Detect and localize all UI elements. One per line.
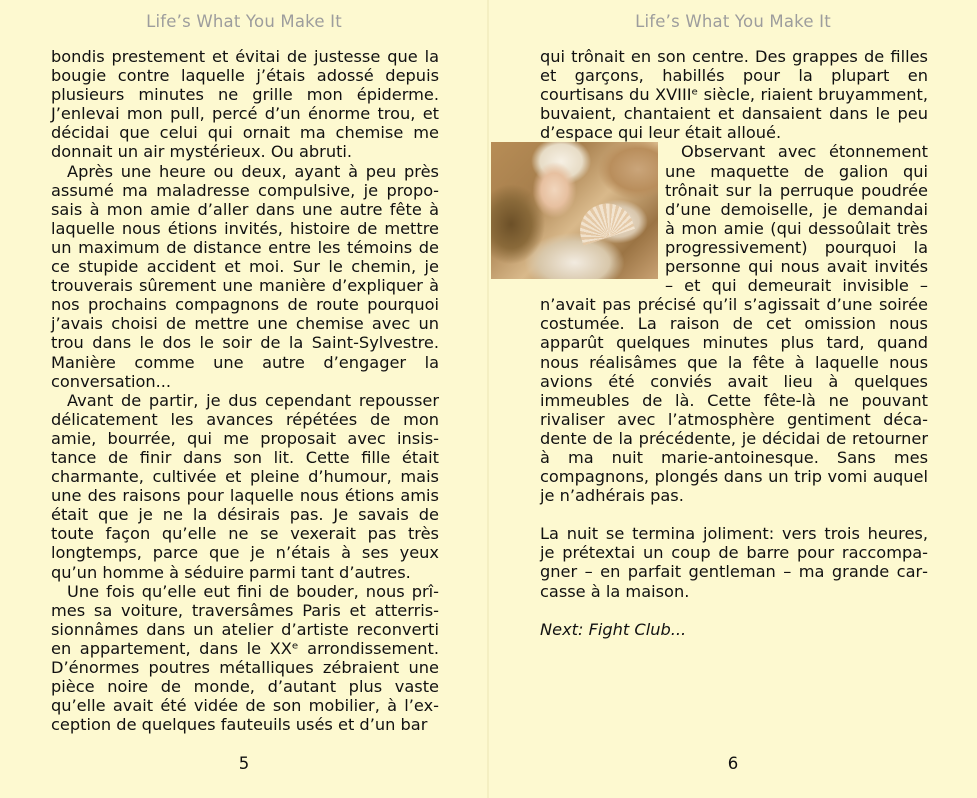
fan-detail: [573, 197, 635, 246]
paragraph: La nuit se termina joliment: vers trois heures, je prétextai un coup de barre pour raccompagner – en parfait gentleman – ma grande carcasse à la maison.: [540, 524, 928, 601]
paragraph: bondis prestement et évitai de justesse que la bougie contre laquelle j’étais adossé depuis plusieurs minutes ne grille mon épiderme. J’enlevai mon pull, percé d’un énorme trou, et décidai que celui qui ornait ma chemise me donnait un air mystérieux. Ou abruti.: [51, 47, 439, 162]
running-head: Life’s What You Make It: [635, 12, 831, 31]
body-text: [51, 47, 439, 734]
paragraph: Une fois qu’elle eut fini de bouder, nous prîmes sa voiture, traversâmes Paris et atterrissionnâmes dans un atelier d’artiste reconverti en appartement, dans le XXᵉ arrondissement. D’énormes poutres métalliques zébraient une pièce noire de monde, d’autant plus vaste qu’elle avait été vidée de son mobilier, à l’exception de quelques fauteuils usés et d’un bar: [51, 581, 439, 735]
left-page: [0, 0, 488, 798]
running-head: Life’s What You Make It: [146, 12, 342, 31]
right-page: [489, 0, 977, 798]
paragraph: qui trônait en son centre. Des grappes de filles et garçons, habillés pour la plupart en courtisans du XVIIIᵉ siècle, riaient bruyamment, buvaient, chantaient et dansaient dans le peu d’espace qui leur était alloué.: [540, 47, 928, 143]
paragraph: Avant de partir, je dus cependant repousser délicatement les avances répétées de mon amie, bourrée, qui me proposait avec insistance de finir dans son lit. Cette fille était charmante, cultivée et pleine d’humour, mais une des raisons pour laquelle nous étions amis était que je ne la désirais pas. Je savais de toute façon qu’elle ne se vexerait pas très longtemps, parce que je n’étais à ses yeux qu’un homme à séduire parmi tant d’autres.: [51, 390, 439, 582]
page-number: 6: [727, 754, 739, 773]
paragraph: Après une heure ou deux, ayant à peu près assumé ma maladresse compulsive, je proposais à mon amie d’aller dans une autre fête à laquelle nous étions invités, histoire de mettre un maximum de distance entre les témoins de ce stupide accident et moi. Sur le chemin, je trouverais sûrement une manière d’expliquer à nos prochains compagnons de route pourquoi j’avais choisi de mettre une chemise avec un trou dans le dos le soir de la Saint-Sylvestre. Manière comme une autre d’engager la conversation...: [51, 161, 439, 391]
page-number: 5: [238, 754, 250, 773]
costume-party-photo: [491, 142, 658, 279]
next-chapter-note: Next: Fight Club...: [540, 619, 687, 639]
paragraph: Observant avec étonnement une maquette de galion qui trônait sur la perruque poudrée d’une demoiselle, je demandai à mon amie (qui dessoûlait très progressivement) pourquoi la personne qui nous avait invités – et qui demeurait invisible – n’avait pas précisé qu’il s’agissait d’une soirée costumée. La raison de cet omission nous apparût quelques minutes plus tard, quand nous réalisâmes que la fête à laquelle nous avions été conviés avait lieu à quelques immeubles de là. Cette fête-là ne pouvant rivaliser avec l’atmosphère gentiment décadente de la précédente, je décidai de retourner à ma nuit marie-antoinesque. Sans mes compagnons, plongés dans un trip vomi auquel je n’adhérais pas.: [540, 142, 928, 506]
body-text: [540, 47, 928, 639]
